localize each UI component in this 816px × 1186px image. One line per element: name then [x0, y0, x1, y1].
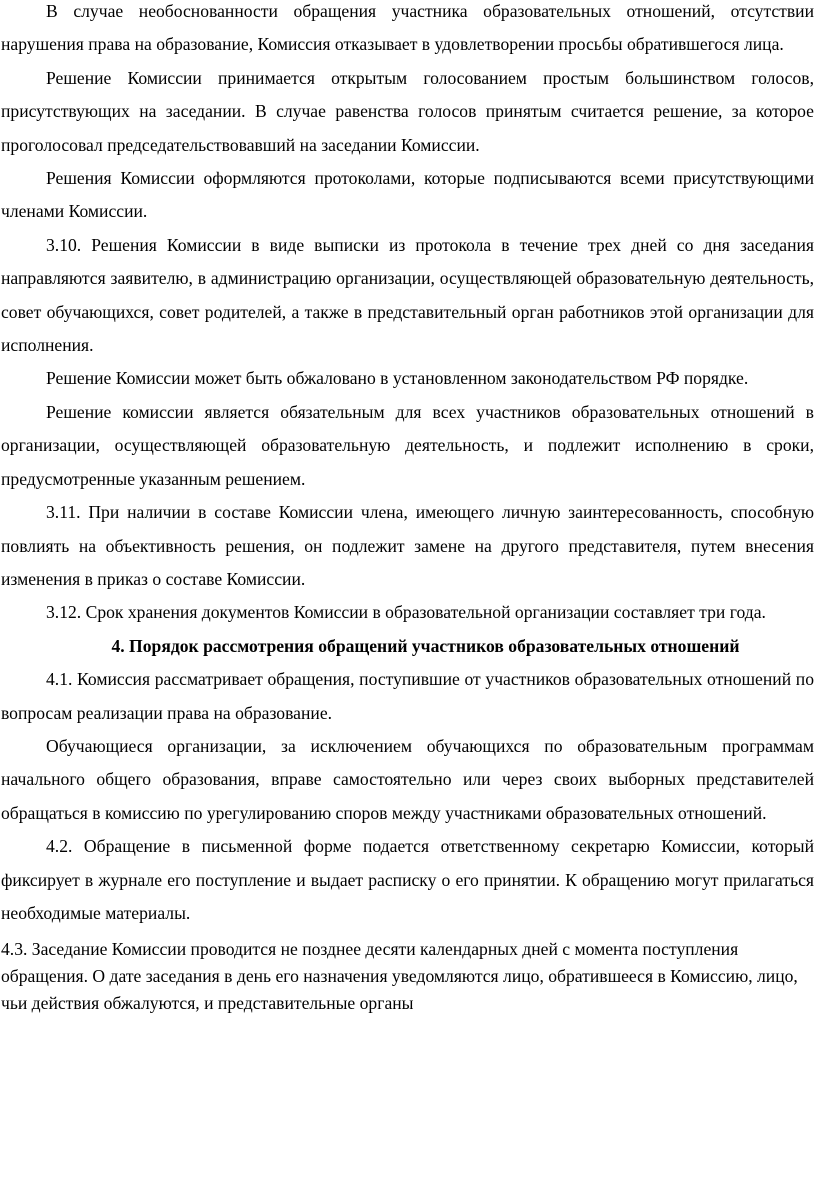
paragraph-3-10: 3.10. Решения Комиссии в виде выписки из протокола в течение трех дней со дня заседания направляются заявителю, в администрацию организации, осуществляющей образовательную деятельность, совет обучающихся, совет родителей, а также в представительный орган работников этой организации для исполнения.: [1, 234, 814, 356]
paragraph-refusal: В случае необоснованности обращения участника образовательных отношений, отсутствии нарушения права на образование, Комиссия отказывает в удовлетворении просьбы обратившегося лица.: [1, 1, 814, 55]
paragraph-3-12: 3.12. Срок хранения документов Комиссии в образовательной организации составляет три года.: [46, 602, 766, 623]
paragraph-4-3: 4.3. Заседание Комиссии проводится не позднее десяти календарных дней с момента поступления обращения. О дате заседания в день его назначения уведомляются лицо, обратившееся в Комиссию, лицо, чьи действия обжалуются, и представительные органы: [1, 939, 798, 1014]
paragraph-3-11: 3.11. При наличии в составе Комиссии члена, имеющего личную заинтересованность, способную повлиять на объективность решения, он подлежит замене на другого представителя, путем внесения изменения в приказ о составе Комиссии.: [1, 502, 814, 589]
section-heading: 4. Порядок рассмотрения обращений участников образовательных отношений: [111, 635, 740, 656]
paragraph-binding: Решение комиссии является обязательным для всех участников образовательных отношений в организации, осуществляющей образовательную деятельность, и подлежит исполнению в сроки, предусмотренные указанным решением.: [1, 401, 814, 489]
paragraph-4-1: 4.1. Комиссия рассматривает обращения, поступившие от участников образовательных отношений по вопросам реализации права на образование.: [1, 669, 814, 723]
paragraph-students: Обучающиеся организации, за исключением обучающихся по образовательным программам начального общего образования, вправе самостоятельно или через своих выборных представителей обращаться в комиссию по урегулированию споров между участниками образовательных отношений.: [1, 735, 814, 823]
paragraph-protocols: Решения Комиссии оформляются протоколами, которые подписываются всеми присутствующими членами Комиссии.: [1, 168, 814, 222]
paragraph-appeal: Решение Комиссии может быть обжаловано в установленном законодательством РФ порядке.: [46, 368, 749, 389]
paragraph-voting: Решение Комиссии принимается открытым голосованием простым большинством голосов, присутствующих на заседании. В случае равенства голосов принятым считается решение, за которое проголосовал председательствовавший на заседании Комиссии.: [1, 67, 814, 155]
paragraph-4-2: 4.2. Обращение в письменной форме подается ответственному секретарю Комиссии, который фиксирует в журнале его поступление и выдает расписку о его принятии. К обращению могут прилагаться необходимые материалы.: [1, 836, 814, 923]
